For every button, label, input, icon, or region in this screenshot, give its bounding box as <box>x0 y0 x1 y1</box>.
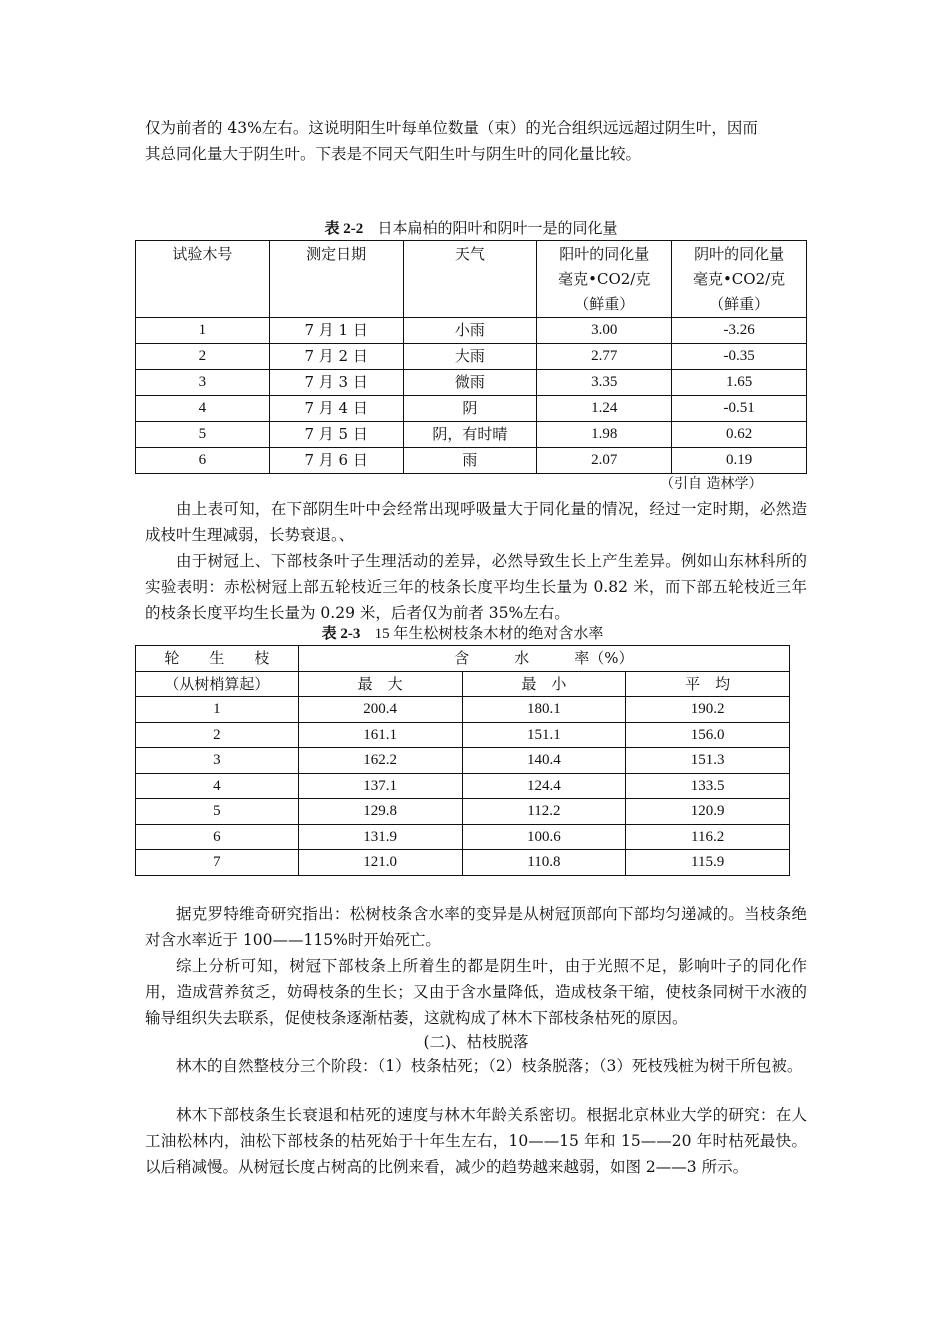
paragraph-5: 林木的自然整枝分三个阶段：（1）枝条枯死；（2）枝条脱落；（3）死枝残桩为树干所包被。 <box>176 1057 803 1075</box>
paragraph-2: 由于树冠上、下部枝条叶子生理活动的差异，必然导致生长上产生差异。例如山东林科所的实验表明：赤松树冠上部五轮枝近三年的枝条长度平均生长量为 0.82 米，而下部五轮枝近三年的枝条长度平均生长量为 0.29 米，后者仅为前者 35%左右。 <box>145 552 807 622</box>
header-whorl: 轮 生 枝 <box>136 646 299 672</box>
table-row: 5 129.8 112.2 120.9 <box>136 799 790 825</box>
table-row: 1 7 月 1 日 小雨 3.00 -3.26 <box>136 318 807 344</box>
header-avg: 平 均 <box>626 671 790 697</box>
header-min: 最 小 <box>462 671 626 697</box>
table-row: 3 162.2 140.4 151.3 <box>136 748 790 774</box>
header-max: 最 大 <box>298 671 462 697</box>
paragraph-4: 综上分析可知，树冠下部枝条上所着生的都是阴生叶，由于光照不足，影响叶子的同化作用，造成营养贫乏，妨碍枝条的生长；又由于含水量降低，造成枝条干缩，使枝条同树干水液的输导组织失去联系，促使枝条逐渐枯萎，这就构成了林木下部枝条枯死的原因。 <box>145 957 807 1027</box>
table2-header-row-1 <box>136 646 790 672</box>
table1-caption-text: 日本扁柏的阳叶和阴叶一是的同化量 <box>377 219 618 237</box>
table-row: 2 161.1 151.1 156.0 <box>136 722 790 748</box>
table-row: 6 7 月 6 日 雨 2.07 0.19 <box>136 448 807 474</box>
header-moisture: 含 水 率（%） <box>298 646 789 672</box>
table-row: 6 131.9 100.6 116.2 <box>136 824 790 850</box>
table1-caption-number: 表 2-2 <box>324 221 364 237</box>
table-row: 3 7 月 3 日 微雨 3.35 1.65 <box>136 370 807 396</box>
paragraph-6: 林木下部枝条生长衰退和枯死的速度与林木年龄关系密切。根据北京林业大学的研究：在人工油松林内，油松下部枝条的枯死始于十年生左右，10——15 年和 15——20 年时枯死最快。以后稍减慢。从树冠长度占树高的比例来看，减少的趋势越来越弱，如图 2——3 所示。 <box>145 1106 807 1176</box>
table-row: 2 7 月 2 日 大雨 2.77 -0.35 <box>136 344 807 370</box>
header-tree: 试验木号 <box>136 241 270 318</box>
table-row: 1 200.4 180.1 190.2 <box>136 697 790 723</box>
table1-header-row <box>136 241 807 318</box>
intro-line-1: 仅为前者的 43%左右。这说明阳生叶每单位数量（束）的光合组织远远超过阴生叶，因而 <box>145 119 758 137</box>
paragraph-3: 据克罗特维奇研究指出：松树枝条含水率的变异是从树冠顶部向下部均匀递减的。当枝条绝对含水率近于 100——115%时开始死亡。 <box>145 905 807 949</box>
table1-source: （引自 造林学） <box>660 476 763 492</box>
table-row: 5 7 月 5 日 阴，有时晴 1.98 0.62 <box>136 422 807 448</box>
table-moisture <box>135 645 790 876</box>
table-row: 7 121.0 110.8 115.9 <box>136 850 790 876</box>
intro-paragraph <box>145 115 807 167</box>
table-row: 4 7 月 4 日 阴 1.24 -0.51 <box>136 396 807 422</box>
header-sun-leaf: 阳叶的同化量 毫克•CO2/克 （鲜重） <box>537 241 672 318</box>
section-title: (二)、枯枝脱落 <box>423 1033 529 1051</box>
table-assimilation <box>135 240 807 474</box>
header-weather: 天气 <box>403 241 537 318</box>
header-shade-leaf: 阴叶的同化量 毫克•CO2/克 （鲜重） <box>672 241 807 318</box>
header-whorl-sub: （从树梢算起） <box>136 671 299 697</box>
table2-header-row-2 <box>136 671 790 697</box>
table2-caption-text: 15 年生松树枝条木材的绝对含水率 <box>374 626 604 642</box>
header-date: 测定日期 <box>269 241 403 318</box>
table2-caption <box>135 623 790 644</box>
paragraph-1: 由上表可知，在下部阴生叶中会经常出现呼吸量大于同化量的情况，经过一定时期，必然造成枝叶生理减弱，长势衰退。、 <box>145 500 807 544</box>
intro-line-2: 其总同化量大于阴生叶。下表是不同天气阳生叶与阴生叶的同化量比较。 <box>145 145 642 163</box>
table2-caption-number: 表 2-3 <box>321 626 361 642</box>
table-row: 4 137.1 124.4 133.5 <box>136 773 790 799</box>
table1-caption <box>135 218 807 239</box>
